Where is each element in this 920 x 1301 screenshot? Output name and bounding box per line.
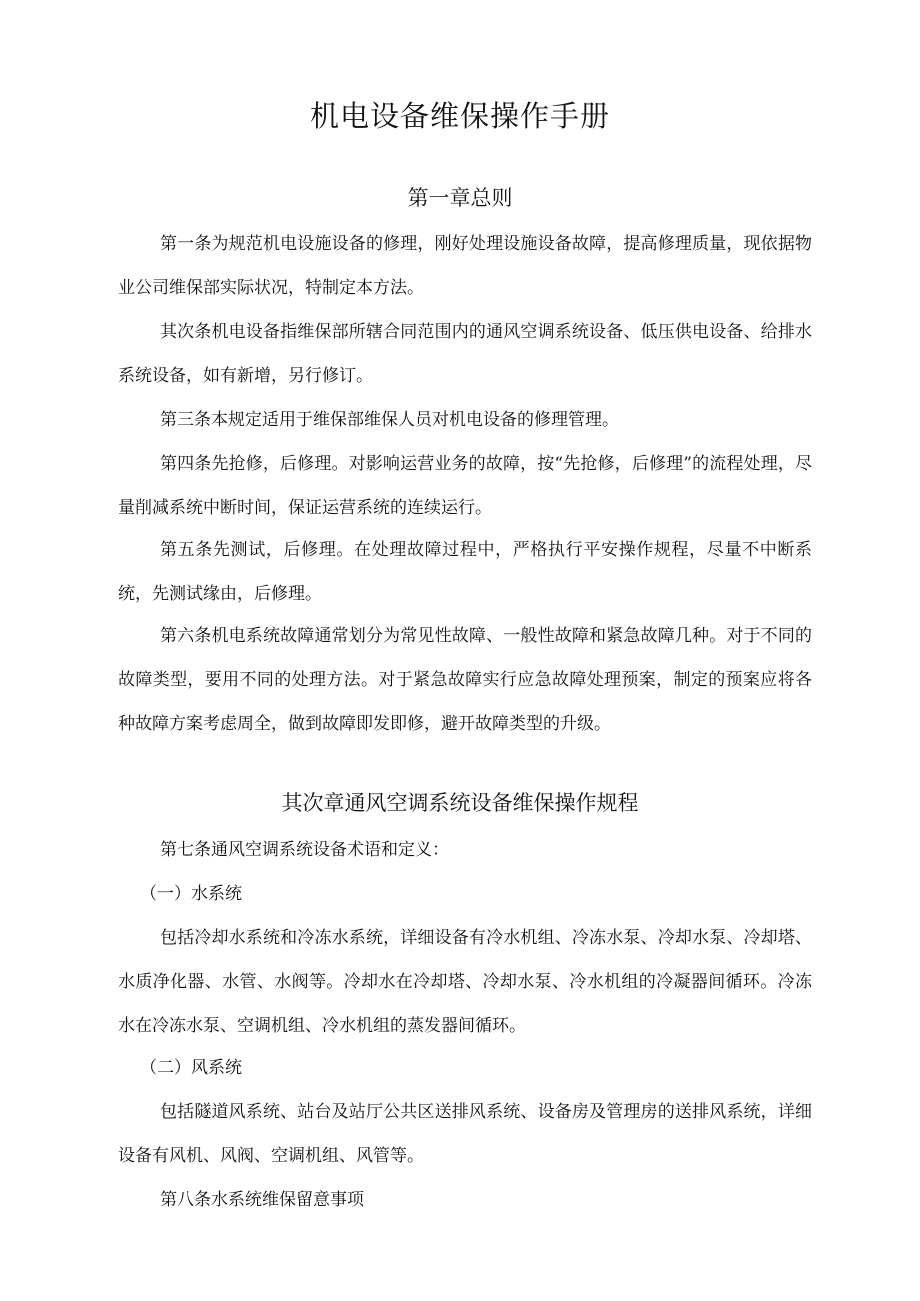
document-title: 机电设备维保操作手册	[309, 99, 610, 133]
water-system-label: （一）水系统	[140, 884, 242, 904]
article-1: 第一条为规范机电设施设备的修理，刚好处理设施设备故障，提高修理质量，现依据物业公司维保部实际状况，特制定本方法。	[118, 234, 812, 298]
article-4: 第四条先抢修，后修理。对影响运营业务的故障，按“先抢修，后修理”的流程处理，尽量削减系统中断时间，保证运营系统的连续运行。	[118, 454, 812, 518]
air-system-label: （二）风系统	[140, 1058, 242, 1078]
air-system-text: 包括隧道风系统、站台及站厅公共区送排风系统、设备房及管理房的送排风系统，详细设备有风机、风阀、空调机组、风管等。	[118, 1102, 812, 1166]
chapter-2-heading: 其次章通风空调系统设备维保操作规程	[281, 791, 639, 815]
article-6: 第六条机电系统故障通常划分为常见性故障、一般性故障和紧急故障几种。对于不同的故障类型，要用不同的处理方法。对于紧急故障实行应急故障处理预案，制定的预案应将各种故障方案考虑周全，做到故障即发即修，避开故障类型的升级。	[118, 626, 812, 734]
article-7: 第七条通风空调系统设备术语和定义：	[160, 840, 449, 860]
article-8: 第八条水系统维保留意事项	[160, 1190, 364, 1210]
article-5: 第五条先测试，后修理。在处理故障过程中，严格执行平安操作规程，尽量不中断系统，先测试缘由，后修理。	[118, 540, 812, 604]
chapter-1-heading: 第一章总则	[407, 186, 513, 210]
water-system-text: 包括冷却水系统和冷冻水系统，详细设备有冷水机组、冷冻水泵、冷却水泵、冷却塔、水质净化器、水管、水阀等。冷却水在冷却塔、冷却水泵、冷水机组的冷凝器间循环。冷冻水在冷冻水泵、空调机组、冷水机组的蒸发器间循环。	[118, 928, 812, 1036]
article-2: 其次条机电设备指维保部所辖合同范围内的通风空调系统设备、低压供电设备、给排水系统设备，如有新增，另行修订。	[118, 322, 812, 386]
article-3: 第三条本规定适用于维保部维保人员对机电设备的修理管理。	[160, 410, 619, 430]
